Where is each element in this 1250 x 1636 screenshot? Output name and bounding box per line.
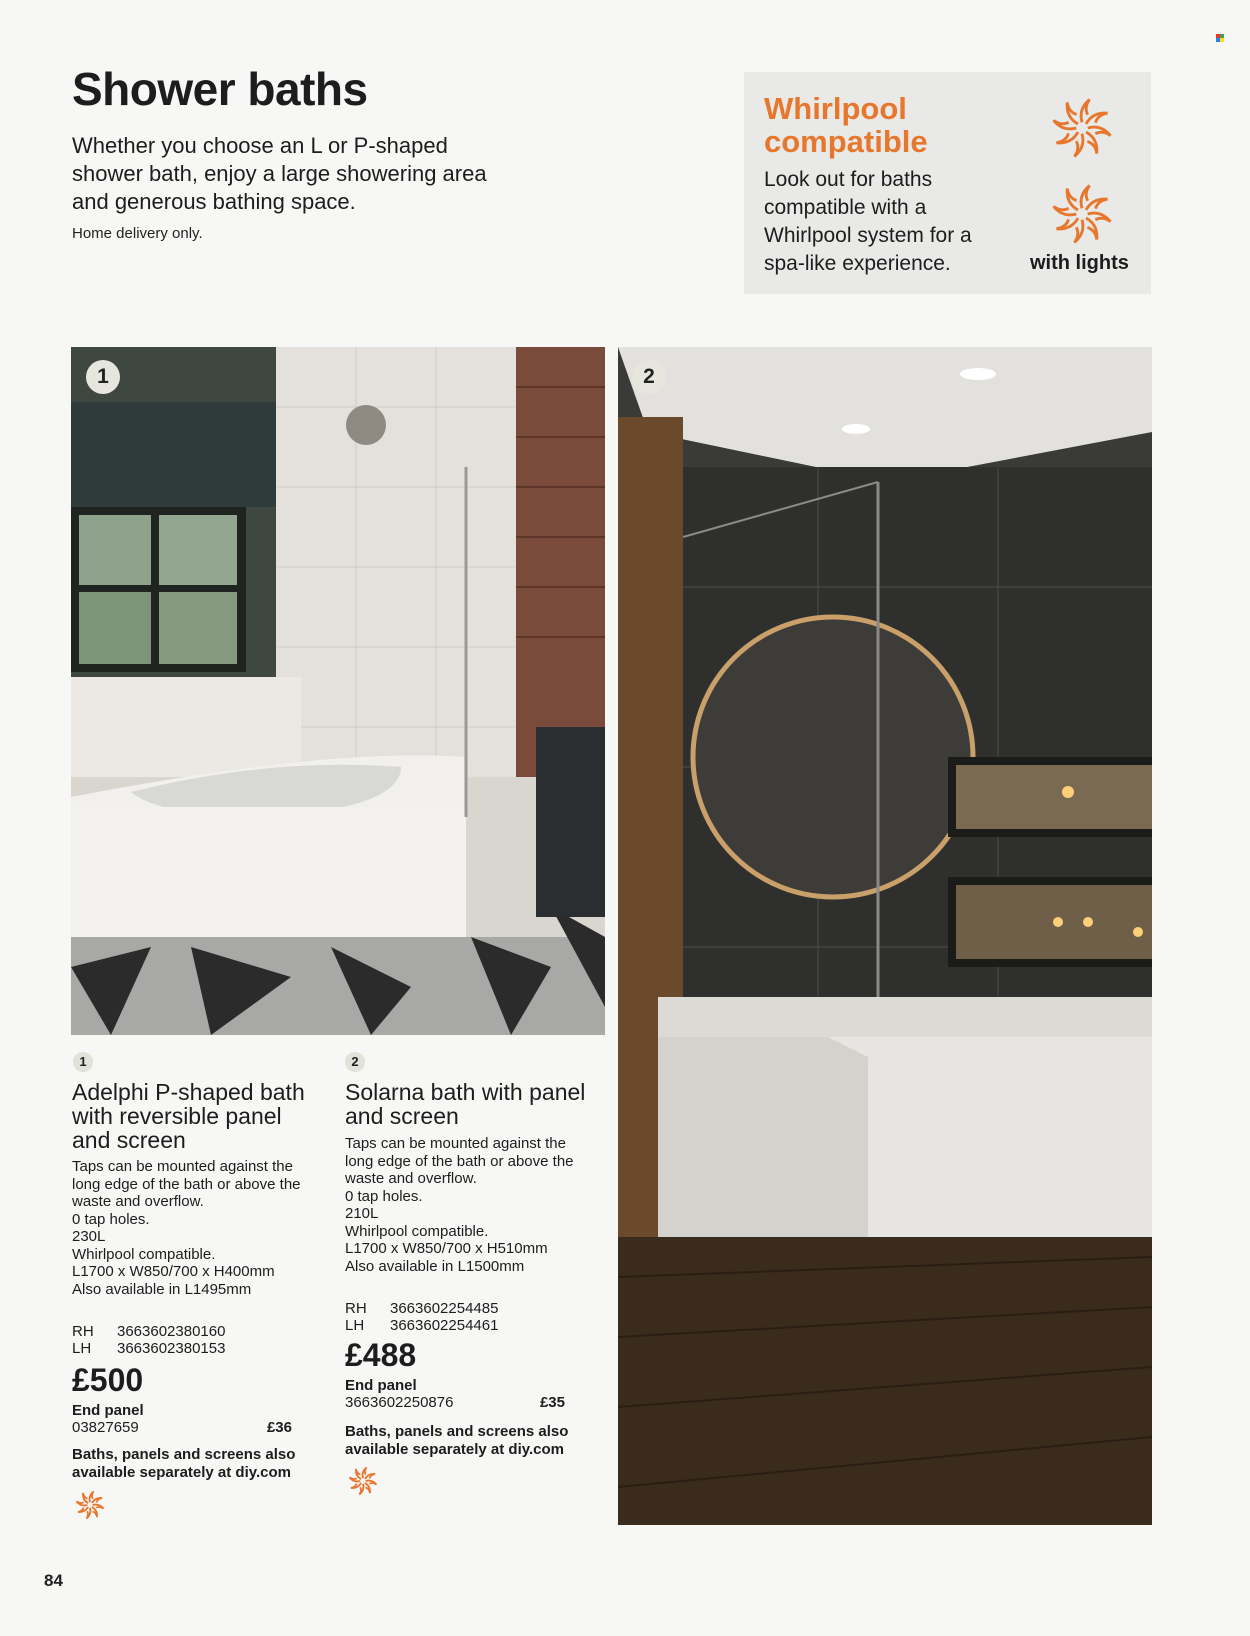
end-panel-price: £35 bbox=[539, 1394, 565, 1411]
product-title-adelphi: Adelphi P-shaped bath with reversible panel and screen bbox=[72, 1079, 305, 1153]
intro-text: Whether you choose an L or P-shaped shower bath, enjoy a large showering area and generous bathing space. bbox=[72, 133, 487, 214]
code-value: 3663602380160 bbox=[117, 1323, 226, 1340]
product-code-rh bbox=[345, 1300, 498, 1317]
spec-line: Whirlpool compatible. bbox=[72, 1245, 216, 1263]
product-price-solarna: £488 bbox=[345, 1337, 417, 1373]
code-label: RH bbox=[345, 1300, 367, 1317]
product-photo-adelphi bbox=[71, 347, 605, 1035]
end-panel-label: End panel bbox=[72, 1402, 144, 1419]
spec-line: 0 tap holes. bbox=[345, 1187, 423, 1205]
page-number: 84 bbox=[44, 1571, 63, 1590]
code-value: 3663602380153 bbox=[117, 1340, 226, 1357]
photo-badge-2: 2 bbox=[632, 360, 666, 394]
code-label: LH bbox=[72, 1340, 92, 1357]
delivery-note: Home delivery only. bbox=[72, 225, 203, 242]
end-panel-row bbox=[345, 1394, 565, 1411]
with-lights-label: with lights bbox=[1030, 252, 1129, 274]
spec-line: Taps can be mounted against the long edge of the bath or above the waste and overflow. bbox=[72, 1158, 301, 1210]
product-price-adelphi: £500 bbox=[72, 1362, 144, 1398]
spec-line: Also available in L1500mm bbox=[345, 1257, 525, 1275]
also-available-text: Baths, panels and screens also available separately at diy.com bbox=[345, 1423, 569, 1458]
product-badge-1: 1 bbox=[73, 1052, 93, 1072]
spec-line: L1700 x W850/700 x H510mm bbox=[345, 1240, 548, 1257]
whirlpool-text: Look out for baths compatible with a Whirlpool system for a spa-like experience. bbox=[764, 168, 972, 275]
whirlpool-icon bbox=[72, 1487, 108, 1523]
end-panel-row bbox=[72, 1419, 292, 1436]
whirlpool-info-box bbox=[744, 72, 1151, 294]
product-title-solarna: Solarna bath with panel and screen bbox=[345, 1079, 586, 1129]
whirlpool-icon bbox=[345, 1463, 381, 1499]
product-code-lh bbox=[72, 1340, 225, 1357]
product-photo-solarna bbox=[618, 347, 1152, 1525]
spec-line: 210L bbox=[345, 1205, 379, 1222]
product-badge-2: 2 bbox=[345, 1052, 365, 1072]
end-panel-code: 3663602250876 bbox=[345, 1394, 454, 1411]
whirlpool-lights-icon bbox=[1044, 176, 1120, 252]
spec-line: Whirlpool compatible. bbox=[345, 1222, 489, 1240]
end-panel-label: End panel bbox=[345, 1377, 417, 1394]
code-value: 3663602254461 bbox=[390, 1317, 499, 1334]
product-specs-adelphi bbox=[72, 1158, 312, 1298]
product-code-lh bbox=[345, 1317, 498, 1334]
spec-line: Also available in L1495mm bbox=[72, 1280, 252, 1298]
code-label: RH bbox=[72, 1323, 94, 1340]
spec-line: L1700 x W850/700 x H400mm bbox=[72, 1263, 275, 1280]
code-value: 3663602254485 bbox=[390, 1300, 499, 1317]
spec-line: 230L bbox=[72, 1228, 106, 1245]
photo-badge-1: 1 bbox=[86, 360, 120, 394]
spec-line: Taps can be mounted against the long edge of the bath or above the waste and overflow. bbox=[345, 1135, 574, 1187]
code-label: LH bbox=[345, 1317, 365, 1334]
product-specs-solarna bbox=[345, 1135, 585, 1275]
brand-mark-icon bbox=[1216, 34, 1224, 42]
product-code-rh bbox=[72, 1323, 225, 1340]
whirlpool-icon bbox=[1044, 90, 1120, 166]
spec-line: 0 tap holes. bbox=[72, 1210, 150, 1228]
end-panel-price: £36 bbox=[266, 1419, 292, 1436]
end-panel-code: 03827659 bbox=[72, 1419, 139, 1436]
whirlpool-title: Whirlpool compatible bbox=[764, 91, 928, 159]
also-available-text: Baths, panels and screens also available separately at diy.com bbox=[72, 1446, 296, 1481]
page-title: Shower baths bbox=[72, 63, 368, 115]
